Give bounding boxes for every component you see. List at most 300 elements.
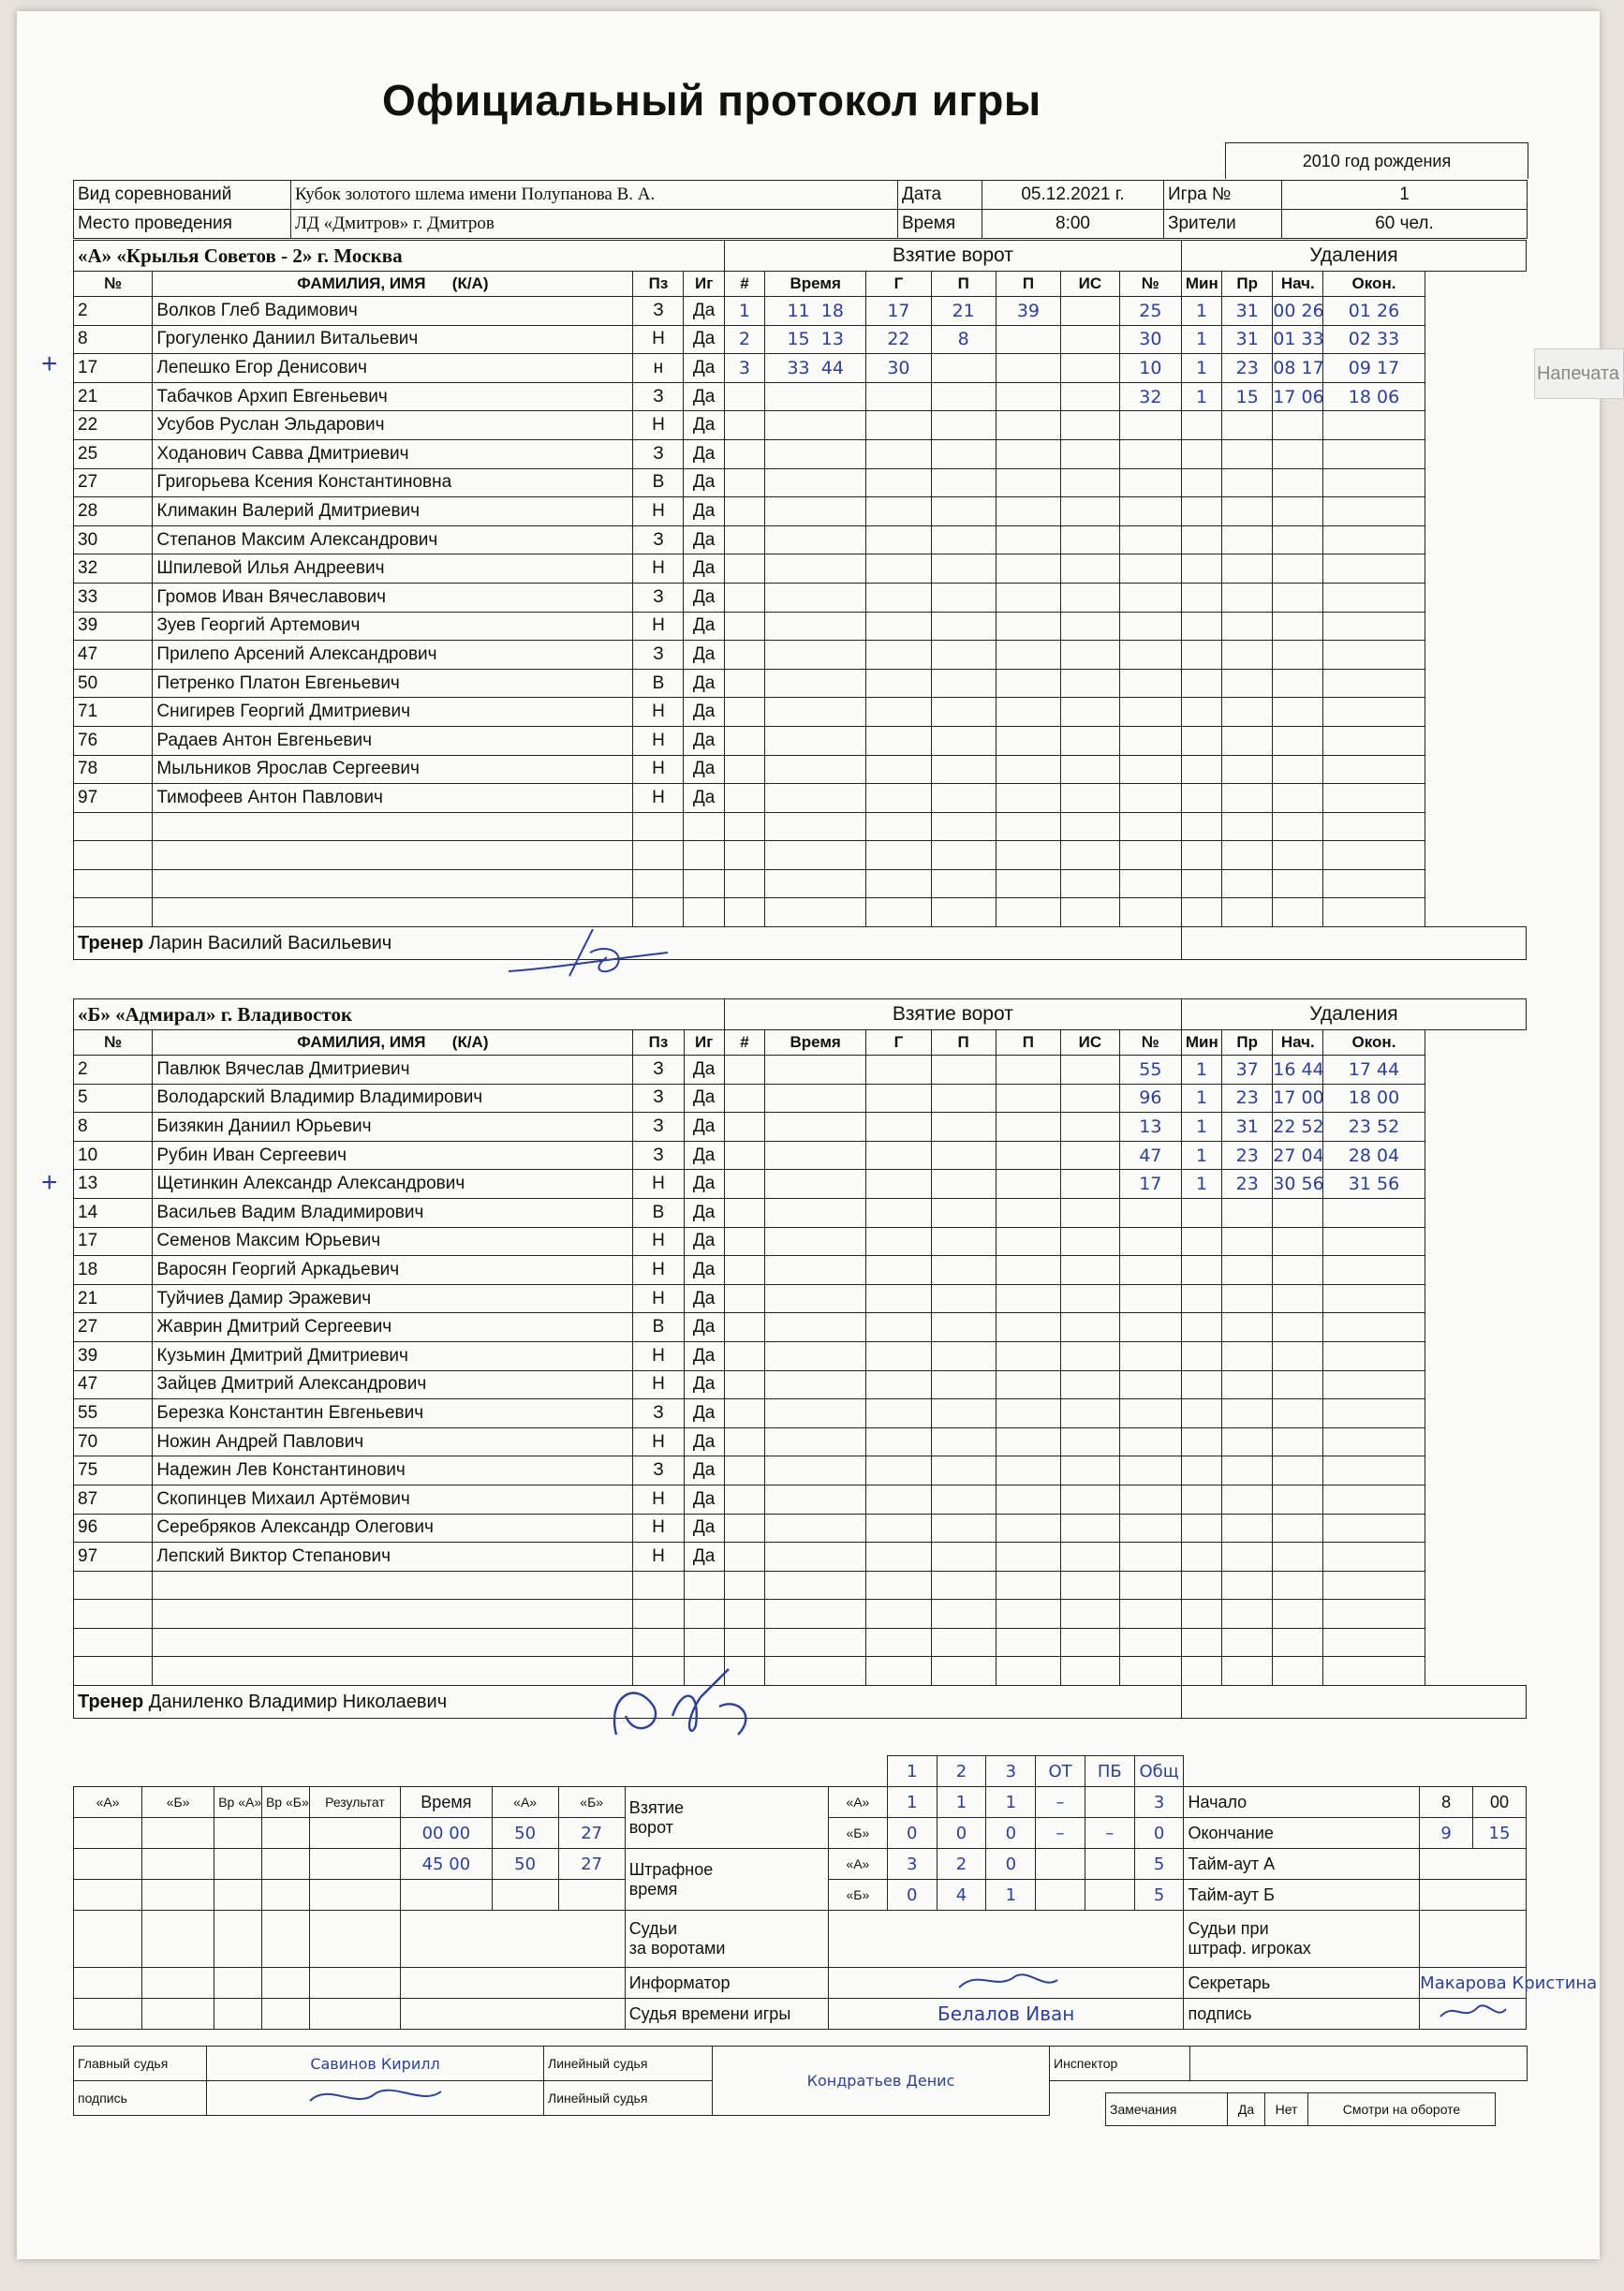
- player-name: Радаев Антон Евгеньевич: [153, 726, 633, 755]
- player-played: Да: [684, 554, 724, 584]
- pim-b-period: 5: [1134, 1880, 1184, 1911]
- col-assist-2: П: [996, 272, 1060, 297]
- col-pen-start: Нач.: [1273, 272, 1323, 297]
- pim-b-period: [1085, 1880, 1134, 1911]
- player-row: [74, 1600, 1527, 1629]
- col-goal-scorer: Г: [866, 272, 931, 297]
- player-number: 97: [74, 784, 153, 813]
- pim-b-period: [1036, 1880, 1085, 1911]
- player-played: Да: [684, 784, 724, 813]
- coach-name: Даниленко Владимир Николаевич: [148, 1691, 448, 1712]
- margin-plus-mark: +: [41, 348, 58, 379]
- col-played: Иг: [684, 272, 724, 297]
- col-name: ФАМИЛИЯ, ИМЯ (К/А): [153, 1030, 633, 1056]
- col-goal-type: ИС: [1061, 272, 1120, 297]
- secretary-sign-label: подпись: [1184, 1999, 1420, 2030]
- date-value: 05.12.2021 г.: [982, 181, 1164, 210]
- player-played: Да: [684, 354, 724, 383]
- player-name: Володарский Владимир Владимирович: [153, 1084, 633, 1113]
- player-position: н: [633, 354, 684, 383]
- player-position: Н: [633, 1514, 684, 1543]
- penalty-end: 01 26: [1323, 297, 1425, 326]
- goals-b-period: –: [1036, 1818, 1085, 1849]
- player-position: Н: [633, 1227, 684, 1256]
- col-assist-1: П: [931, 1030, 996, 1056]
- player-name: Табачков Архип Евгеньевич: [153, 382, 633, 411]
- player-number: 27: [74, 1313, 153, 1342]
- player-position: Н: [633, 1170, 684, 1199]
- period-label: 3: [986, 1756, 1036, 1787]
- player-played: Да: [684, 1227, 724, 1256]
- player-name: Зайцев Дмитрий Александрович: [153, 1370, 633, 1399]
- player-played: Да: [684, 1341, 724, 1370]
- goal-time: 33 44: [765, 354, 866, 383]
- penalty-player: 32: [1119, 382, 1181, 411]
- player-name: Жаврин Дмитрий Сергеевич: [153, 1313, 633, 1342]
- period-label: 2: [937, 1756, 986, 1787]
- goals-section-title: Взятие ворот: [724, 241, 1181, 272]
- player-position: З: [633, 1084, 684, 1113]
- player-row: [74, 1399, 1527, 1428]
- col-goal-time: Время: [765, 1030, 866, 1056]
- player-row: [74, 1485, 1527, 1514]
- goal-index: 3: [724, 354, 764, 383]
- player-row: [74, 1543, 1527, 1572]
- game-value: 1: [1282, 181, 1528, 210]
- pim-b-period: 0: [887, 1880, 937, 1911]
- player-name: Березка Константин Евгеньевич: [153, 1399, 633, 1428]
- player-name: Лепешко Егор Денисович: [153, 354, 633, 383]
- gk-a: 50: [492, 1818, 558, 1849]
- player-position: Н: [633, 1284, 684, 1313]
- venue-label: Место проведения: [74, 210, 291, 239]
- secretary-label: Секретарь: [1184, 1968, 1420, 1999]
- goals-a-period: –: [1036, 1787, 1085, 1818]
- penalty-end: 28 04: [1323, 1141, 1425, 1170]
- player-position: Н: [633, 1427, 684, 1456]
- player-position: З: [633, 1456, 684, 1485]
- goal-index: 1: [724, 297, 764, 326]
- player-position: З: [633, 641, 684, 670]
- player-name: Скопинцев Михаил Артёмович: [153, 1485, 633, 1514]
- remarks-label: Замечания: [1106, 2093, 1228, 2126]
- goal-time: 15 13: [765, 325, 866, 354]
- birth-year: 2010 год рождения: [1225, 142, 1528, 179]
- timeout-b-label: Тайм-аут Б: [1184, 1880, 1420, 1911]
- penalty-reason: 23: [1222, 1141, 1273, 1170]
- overlay-tag: Напечата: [1534, 348, 1624, 399]
- gk-time: 45 00: [401, 1849, 492, 1880]
- player-name: Зуев Георгий Артемович: [153, 612, 633, 641]
- end-minute: 15: [1473, 1818, 1527, 1849]
- player-position: Н: [633, 411, 684, 440]
- date-label: Дата: [898, 181, 982, 210]
- penalty-minutes: 1: [1181, 1141, 1221, 1170]
- penalty-end: 31 56: [1323, 1170, 1425, 1199]
- player-row: [74, 583, 1527, 612]
- col-gk-b: «Б»: [558, 1787, 625, 1818]
- player-played: Да: [684, 468, 724, 497]
- linesman-1-label: Линейный судья: [544, 2047, 713, 2081]
- goals-b-period: 0: [887, 1818, 937, 1849]
- penalty-start: 00 26: [1273, 297, 1323, 326]
- col-assist-1: П: [931, 272, 996, 297]
- referee-signature: [207, 2081, 544, 2116]
- player-name: Мыльников Ярослав Сергеевич: [153, 755, 633, 784]
- player-position: Н: [633, 1543, 684, 1572]
- penalty-end: 17 44: [1323, 1056, 1425, 1085]
- pim-b-period: 4: [937, 1880, 986, 1911]
- player-position: В: [633, 1313, 684, 1342]
- period-label: ОТ: [1036, 1756, 1085, 1787]
- player-name: Климакин Валерий Дмитриевич: [153, 497, 633, 526]
- player-row: [74, 669, 1527, 698]
- player-number: 33: [74, 583, 153, 612]
- goal-index: 2: [724, 325, 764, 354]
- player-number: 75: [74, 1456, 153, 1485]
- gk-b: 27: [558, 1849, 625, 1880]
- col-played: Иг: [684, 1030, 724, 1056]
- player-row: [74, 497, 1527, 526]
- player-row: [74, 1170, 1527, 1199]
- player-number: 97: [74, 1543, 153, 1572]
- player-played: Да: [684, 726, 724, 755]
- goal-assist-2: [996, 325, 1060, 354]
- player-row: [74, 755, 1527, 784]
- player-name: Бизякин Даниил Юрьевич: [153, 1113, 633, 1142]
- col-pos: Пз: [633, 1030, 684, 1056]
- player-number: 17: [74, 1227, 153, 1256]
- player-name: Туйчиев Дамир Эражевич: [153, 1284, 633, 1313]
- penalty-start: 16 44: [1273, 1056, 1323, 1085]
- col-pen-min: Мин: [1181, 272, 1221, 297]
- game-label: Игра №: [1164, 181, 1282, 210]
- player-position: Н: [633, 698, 684, 727]
- goals-a-period: 1: [986, 1787, 1036, 1818]
- player-position: З: [633, 525, 684, 554]
- page-title: Официальный протокол игры: [382, 76, 1041, 125]
- player-number: 76: [74, 726, 153, 755]
- goal-type: [1061, 297, 1120, 326]
- player-row: [74, 1198, 1527, 1227]
- game-header: [73, 180, 1528, 239]
- informer-label: Информатор: [625, 1968, 828, 1999]
- player-row: [74, 439, 1527, 468]
- pim-a-period: 0: [986, 1849, 1036, 1880]
- player-row: [74, 297, 1527, 326]
- timekeeper-name: Белалов Иван: [828, 1999, 1184, 2030]
- player-played: Да: [684, 1456, 724, 1485]
- goals-a-period: 3: [1134, 1787, 1184, 1818]
- player-row: [74, 1427, 1527, 1456]
- player-row: [74, 1227, 1527, 1256]
- player-row: [74, 1341, 1527, 1370]
- player-name: Надежин Лев Константинович: [153, 1456, 633, 1485]
- player-played: Да: [684, 1313, 724, 1342]
- penalty-minutes: 1: [1181, 297, 1221, 326]
- player-row: [74, 382, 1527, 411]
- goal-assist-1: [931, 354, 996, 383]
- player-name: Павлюк Вячеслав Дмитриевич: [153, 1056, 633, 1085]
- inspector-value: [1190, 2047, 1528, 2081]
- player-number: 71: [74, 698, 153, 727]
- spectators-value: 60 чел.: [1282, 210, 1528, 239]
- penalty-reason: 31: [1222, 325, 1273, 354]
- pim-a-period: 3: [887, 1849, 937, 1880]
- pim-a-period: 2: [937, 1849, 986, 1880]
- player-number: 39: [74, 612, 153, 641]
- player-name: Кузьмин Дмитрий Дмитриевич: [153, 1341, 633, 1370]
- player-row: [74, 612, 1527, 641]
- player-played: Да: [684, 1284, 724, 1313]
- player-position: Н: [633, 325, 684, 354]
- col-pen-num: №: [1119, 272, 1181, 297]
- player-number: 27: [74, 468, 153, 497]
- col-goal-scorer: Г: [866, 1030, 931, 1056]
- player-number: 22: [74, 411, 153, 440]
- player-position: Н: [633, 1485, 684, 1514]
- player-played: Да: [684, 583, 724, 612]
- penalty-end: 02 33: [1323, 325, 1425, 354]
- player-name: Рубин Иван Сергеевич: [153, 1141, 633, 1170]
- goals-a-period: 1: [887, 1787, 937, 1818]
- player-name: Серебряков Александр Олегович: [153, 1514, 633, 1543]
- penalty-start: 22 52: [1273, 1113, 1323, 1142]
- margin-plus-mark: +: [41, 1167, 58, 1198]
- pim-a-period: [1085, 1849, 1134, 1880]
- player-position: Н: [633, 612, 684, 641]
- player-row: [74, 411, 1527, 440]
- player-played: Да: [684, 1485, 724, 1514]
- penalty-reason: 37: [1222, 1056, 1273, 1085]
- player-position: Н: [633, 497, 684, 526]
- player-played: Да: [684, 382, 724, 411]
- row-b-label: «Б»: [828, 1880, 887, 1911]
- player-row: [74, 554, 1527, 584]
- coach-name: Ларин Василий Васильевич: [148, 932, 392, 953]
- player-row: [74, 325, 1527, 354]
- penalty-end: 09 17: [1323, 354, 1425, 383]
- team-title: «Б» «Адмирал» г. Владивосток: [74, 999, 725, 1030]
- player-position: Н: [633, 726, 684, 755]
- player-number: 32: [74, 554, 153, 584]
- player-row: [74, 1628, 1527, 1657]
- col-gk-a: «А»: [492, 1787, 558, 1818]
- period-label: ПБ: [1085, 1756, 1134, 1787]
- col-b: «Б»: [142, 1787, 214, 1818]
- score-summary: [73, 1755, 1598, 2030]
- player-name: Степанов Максим Александрович: [153, 525, 633, 554]
- col-gk-time: Время: [401, 1787, 492, 1818]
- player-number: 8: [74, 325, 153, 354]
- start-label: Начало: [1184, 1787, 1420, 1818]
- col-goal-index: #: [724, 272, 764, 297]
- player-row: [74, 812, 1527, 841]
- player-played: Да: [684, 1399, 724, 1428]
- player-number: 25: [74, 439, 153, 468]
- player-position: Н: [633, 755, 684, 784]
- time-value: 8:00: [982, 210, 1164, 239]
- player-name: Васильев Вадим Владимирович: [153, 1198, 633, 1227]
- goal-assist-1: 21: [931, 297, 996, 326]
- row-a-label: «А»: [828, 1849, 887, 1880]
- player-row: [74, 1284, 1527, 1313]
- player-played: Да: [684, 1370, 724, 1399]
- player-name: Шпилевой Илья Андреевич: [153, 554, 633, 584]
- player-row: [74, 898, 1527, 927]
- player-played: Да: [684, 1256, 724, 1285]
- player-row: [74, 525, 1527, 554]
- competition-value: Кубок золотого шлема имени Полупанова В. А.: [291, 181, 898, 210]
- col-pen-end: Окон.: [1323, 272, 1425, 297]
- player-played: Да: [684, 411, 724, 440]
- player-position: Н: [633, 784, 684, 813]
- penalty-player: 47: [1119, 1141, 1181, 1170]
- player-row: [74, 468, 1527, 497]
- col-goal-index: #: [724, 1030, 764, 1056]
- spectators-label: Зрители: [1164, 210, 1282, 239]
- player-played: Да: [684, 1056, 724, 1085]
- player-row: [74, 1370, 1527, 1399]
- goals-section-title: Взятие ворот: [724, 999, 1181, 1030]
- player-number: 50: [74, 669, 153, 698]
- gk-b: 27: [558, 1818, 625, 1849]
- penalty-player: 55: [1119, 1056, 1181, 1085]
- referee-value: Савинов Кирилл: [207, 2047, 544, 2081]
- player-row: [74, 726, 1527, 755]
- penalty-judges-label: Судьи при штраф. игроках: [1184, 1911, 1420, 1968]
- player-name: Григорьева Ксения Константиновна: [153, 468, 633, 497]
- player-row: [74, 1056, 1527, 1085]
- penalty-minutes: 1: [1181, 1113, 1221, 1142]
- inspector-label: Инспектор: [1050, 2047, 1190, 2081]
- player-played: Да: [684, 1427, 724, 1456]
- player-name: Щетинкин Александр Александрович: [153, 1170, 633, 1199]
- player-position: Н: [633, 1370, 684, 1399]
- penalty-start: 30 56: [1273, 1170, 1323, 1199]
- goal-scorer: 30: [866, 354, 931, 383]
- goals-b-period: 0: [937, 1818, 986, 1849]
- col-ka: (К/А): [451, 274, 489, 292]
- penalty-minutes: 1: [1181, 1170, 1221, 1199]
- player-position: Н: [633, 554, 684, 584]
- col-vrb: Вр «Б»: [261, 1787, 309, 1818]
- venue-value: ЛД «Дмитров» г. Дмитров: [291, 210, 898, 239]
- player-played: Да: [684, 1141, 724, 1170]
- goals-b-period: –: [1085, 1818, 1134, 1849]
- start-minute: 00: [1473, 1787, 1527, 1818]
- linesman-2-label: Линейный судья: [544, 2081, 713, 2116]
- goals-b-period: 0: [986, 1818, 1036, 1849]
- player-name: Усубов Руслан Эльдарович: [153, 411, 633, 440]
- penalty-start: 08 17: [1273, 354, 1323, 383]
- remarks-table: [1105, 2092, 1496, 2126]
- player-number: 21: [74, 382, 153, 411]
- player-row: [74, 1113, 1527, 1142]
- linesman-1-value: Кондратьев Денис: [713, 2047, 1050, 2116]
- player-position: З: [633, 297, 684, 326]
- penalty-minutes: 1: [1181, 1056, 1221, 1085]
- pim-a-period: 5: [1134, 1849, 1184, 1880]
- penalty-minutes: 1: [1181, 382, 1221, 411]
- start-hour: 8: [1420, 1787, 1473, 1818]
- competition-label: Вид соревнований: [74, 181, 291, 210]
- player-name: Ходанович Савва Дмитриевич: [153, 439, 633, 468]
- goal-scorer: 17: [866, 297, 931, 326]
- gk-a: 50: [492, 1849, 558, 1880]
- col-pen-end: Окон.: [1323, 1030, 1425, 1056]
- coach-label: Тренер: [78, 932, 144, 953]
- col-num: №: [74, 272, 153, 297]
- player-row: [74, 784, 1527, 813]
- player-position: В: [633, 468, 684, 497]
- player-position: З: [633, 439, 684, 468]
- referee-label: Главный судья: [74, 2047, 207, 2081]
- pim-a-period: [1036, 1849, 1085, 1880]
- player-number: 5: [74, 1084, 153, 1113]
- gk-time: 00 00: [401, 1818, 492, 1849]
- player-row: [74, 1084, 1527, 1113]
- penalties-section-title: Удаления: [1181, 241, 1526, 272]
- col-pos: Пз: [633, 272, 684, 297]
- player-number: 13: [74, 1170, 153, 1199]
- team-title: «А» «Крылья Советов - 2» г. Москва: [74, 241, 725, 272]
- penalty-player: 10: [1119, 354, 1181, 383]
- penalty-reason: 23: [1222, 1170, 1273, 1199]
- goal-scorer: 22: [866, 325, 931, 354]
- player-name: Громов Иван Вячеславович: [153, 583, 633, 612]
- end-hour: 9: [1420, 1818, 1473, 1849]
- player-row: [74, 698, 1527, 727]
- goal-time: 11 18: [765, 297, 866, 326]
- period-label: Общ: [1134, 1756, 1184, 1787]
- col-vra: Вр «А»: [214, 1787, 262, 1818]
- player-played: Да: [684, 1198, 724, 1227]
- referee-sign-label: подпись: [74, 2081, 207, 2116]
- player-number: 39: [74, 1341, 153, 1370]
- player-row: [74, 1571, 1527, 1600]
- player-row: [74, 354, 1527, 383]
- col-a: «А»: [74, 1787, 142, 1818]
- player-position: З: [633, 1113, 684, 1142]
- player-played: Да: [684, 698, 724, 727]
- player-number: 55: [74, 1399, 153, 1428]
- player-name: Волков Глеб Вадимович: [153, 297, 633, 326]
- end-label: Окончание: [1184, 1818, 1420, 1849]
- penalty-reason: 23: [1222, 1084, 1273, 1113]
- col-goal-time: Время: [765, 272, 866, 297]
- penalty-start: 17 00: [1273, 1084, 1323, 1113]
- goal-assist-2: [996, 354, 1060, 383]
- penalty-minutes: 1: [1181, 325, 1221, 354]
- col-result: Результат: [309, 1787, 400, 1818]
- penalty-end: 18 06: [1323, 382, 1425, 411]
- player-played: Да: [684, 297, 724, 326]
- penalty-player: 96: [1119, 1084, 1181, 1113]
- player-played: Да: [684, 439, 724, 468]
- player-number: 28: [74, 497, 153, 526]
- player-played: Да: [684, 525, 724, 554]
- pim-b-period: 1: [986, 1880, 1036, 1911]
- penalties-section-title: Удаления: [1181, 999, 1526, 1030]
- coach-label: Тренер: [78, 1691, 144, 1712]
- col-pen-min: Мин: [1181, 1030, 1221, 1056]
- remarks-no: Нет: [1265, 2093, 1308, 2126]
- player-name: Снигирев Георгий Дмитриевич: [153, 698, 633, 727]
- player-row: [74, 1141, 1527, 1170]
- col-pen-start: Нач.: [1273, 1030, 1323, 1056]
- player-row: [74, 1313, 1527, 1342]
